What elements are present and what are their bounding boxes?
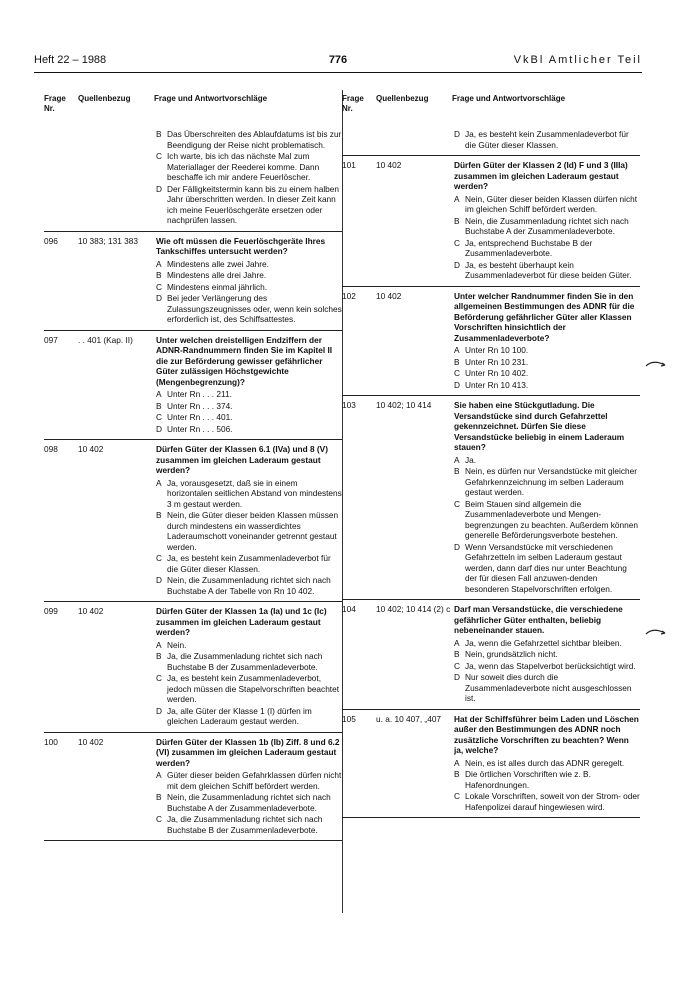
question-text: Dürfen Güter der Klassen 1a (Ia) und 1c (Ic) zusammen im gleichen Laderaum gestaut werden?: [156, 606, 327, 637]
question-body: [156, 606, 342, 728]
header-text: Frage und Antwortvorschläge: [154, 94, 268, 103]
option-letter: D: [156, 575, 162, 585]
answer-option: [156, 673, 342, 705]
question-number: [44, 128, 78, 227]
option-text: Ja, es besteht kein Zusammenladeverbot, jedoch müssen die Stapelvorschriften beachtet werden.: [167, 673, 340, 704]
option-text: Unter Rn . . . 211.: [167, 389, 232, 399]
source-reference: 10 402: [376, 160, 402, 170]
question-number: 102: [342, 290, 356, 301]
question-row: [44, 733, 342, 842]
option-letter: A: [454, 757, 460, 768]
question-number: 103: [342, 400, 356, 410]
question-body: [454, 400, 640, 595]
question-row: [44, 124, 342, 232]
header-quelle: Quellenbezug: [78, 94, 131, 103]
header-frage: Frage Nr.: [44, 94, 66, 113]
option-letter: C: [156, 673, 162, 683]
question-row: [44, 440, 342, 602]
source-reference: [78, 128, 156, 227]
question-text: Darf man Versandstücke, die verschiedene gefährlicher Güter enthalten, beliebig nebeneinander stauen.: [454, 604, 623, 635]
option-text: Nein, die Zusammenladung richtet sich nach Buchstabe A der Tabelle von Rn 10 402.: [167, 575, 331, 596]
header-text: Frage und Antwortvorschläge: [452, 94, 566, 103]
option-text: Ja, entsprechend Buchstabe B der Zusammenladeverbote.: [465, 237, 593, 258]
source-reference: 10 383; 131 383: [78, 235, 138, 246]
option-text: Nein, die Zusammenladung richtet sich nach Buchstabe A der Zusammenladeverbote.: [465, 215, 629, 236]
option-text: Unter Rn . . . 506.: [167, 423, 233, 434]
option-text: Unter Rn . . . 401.: [167, 412, 233, 422]
option-letter: C: [454, 368, 460, 378]
option-text: Nein, die Zusammenladung richtet sich nach Buchstabe A der Zusammenladeverbote.: [167, 792, 331, 813]
question-number: 100: [44, 736, 58, 747]
answer-option: [454, 661, 640, 672]
option-letter: B: [454, 466, 460, 476]
answer-option: [454, 542, 640, 595]
answer-option: [454, 194, 640, 215]
question-text: Dürfen Güter der Klassen 2 (Id) F und 3 (IIIa) zusammen im gleichen Laderaum gestaut werden?: [454, 160, 628, 191]
question-body: [156, 444, 342, 597]
answer-option: [156, 184, 342, 226]
answer-option: [156, 478, 342, 510]
option-letter: D: [156, 183, 162, 194]
option-text: Nein, die Güter dieser beiden Klassen müssen durch mindestens ein wasserdichtes Laderaumschott voneinander getrennt gestaut werden.: [167, 510, 339, 552]
answer-option: [156, 651, 342, 672]
question-row: [44, 232, 342, 331]
source-reference: u. a. 10 407, „407: [376, 713, 442, 724]
answer-option: [156, 575, 342, 596]
option-letter: D: [454, 379, 460, 390]
answer-option: [454, 368, 640, 379]
answer-option: [454, 357, 640, 368]
option-letter: B: [156, 129, 162, 139]
question-number: 101: [342, 160, 356, 170]
option-letter: D: [454, 672, 460, 682]
answer-option: [156, 389, 342, 400]
option-text: Unter Rn 10 100.: [465, 345, 529, 355]
question-row: [342, 396, 640, 600]
question-text: Unter welchen dreistelligen Endziffern der ADNR-Randnummern finden Sie im Kapitel II die zur Beförderung gewisser gefährlicher Güter zulässigen Höchstgewichte (Mengenbegrenzung)?: [156, 334, 333, 387]
answer-option: [156, 270, 342, 281]
question-number: 097: [44, 334, 58, 345]
option-letter: B: [156, 510, 162, 520]
question-number: [342, 128, 376, 151]
answer-option: [454, 260, 640, 281]
question-text: Wie oft müssen die Feuerlöschgeräte Ihres Tankschiffes untersucht werden?: [156, 235, 326, 256]
question-body: [156, 236, 342, 326]
answer-option: [156, 706, 342, 727]
source-reference: 10 402: [78, 444, 104, 454]
option-letter: D: [156, 293, 162, 303]
option-text: Nein.: [167, 639, 187, 650]
option-letter: D: [156, 423, 162, 434]
option-text: Ja.: [465, 454, 477, 465]
answer-option: [156, 424, 342, 435]
answer-option: [156, 510, 342, 552]
option-text: Unter Rn 10 402.: [465, 368, 529, 378]
option-letter: B: [454, 649, 460, 659]
source-reference: [376, 128, 454, 151]
page-header: [34, 54, 642, 72]
option-letter: B: [156, 651, 162, 661]
answer-option: [156, 792, 342, 813]
source-reference: 10 402; 10 414 (2) c: [376, 604, 451, 614]
option-letter: B: [156, 270, 162, 280]
option-letter: D: [156, 705, 162, 716]
right-column: [342, 92, 640, 818]
option-letter: D: [454, 541, 460, 552]
option-text: Lokale Vorschriften, soweit von der Strom- oder Hafenpolizei darauf hingewiesen wird.: [465, 791, 640, 812]
option-letter: A: [156, 477, 162, 488]
question-body: [156, 335, 342, 436]
option-text: Nur soweit dies durch die Zusammenladeverbote nicht ausgeschlossen ist.: [465, 672, 632, 703]
option-text: Bei jeder Verlängerung des Zulassungszeugnisses oder, wenn kein solches erforderlich ist, des Schiffsattestes.: [167, 293, 342, 324]
page-number: 776: [328, 54, 348, 66]
option-letter: D: [454, 259, 460, 270]
option-letter: C: [156, 412, 162, 422]
answer-option: [454, 649, 640, 660]
question-row: [44, 602, 342, 733]
option-text: Ja, wenn das Stapelverbot berücksichtigt wird.: [465, 660, 636, 671]
option-letter: C: [454, 660, 460, 671]
question-text: Dürfen Güter der Klassen 6.1 (IVa) und 8 (V) zusammen im gleichen Laderaum gestaut werden?: [156, 444, 328, 475]
question-row: [342, 124, 640, 156]
answer-option: [454, 129, 640, 150]
question-row: [342, 287, 640, 397]
option-letter: C: [156, 814, 162, 824]
question-body: [454, 291, 640, 392]
option-letter: B: [454, 215, 460, 226]
option-letter: A: [454, 345, 460, 355]
question-number: 096: [44, 235, 58, 246]
option-text: Mindestens alle zwei Jahre.: [167, 258, 269, 269]
source-reference: . . 401 (Kap. II): [78, 334, 133, 345]
answer-option: [454, 238, 640, 259]
option-letter: A: [156, 639, 162, 650]
option-text: Beim Stauen sind allgemein die Zusammenladeverbote und Mengen-begrenzungen zu beachten. Außerdem können generelle Beförderungsverbote bestehen.: [465, 498, 638, 540]
option-text: Ja, alle Güter der Klasse 1 (I) dürfen im gleichen Laderaum gestaut werden.: [167, 705, 312, 726]
table-header: [44, 92, 342, 124]
option-text: Ja, die Zusammenladung richtet sich nach Buchstabe B der Zusammenladeverbote.: [167, 814, 323, 835]
option-letter: C: [156, 281, 162, 292]
option-text: Ja, wenn die Gefahrzettel sichtbar bleiben.: [465, 637, 622, 648]
option-text: Ja, es besteht kein Zusammenladeverbot für die Güter dieser Klassen.: [167, 553, 331, 574]
option-letter: C: [454, 791, 460, 801]
question-body: [156, 737, 342, 837]
margin-mark-icon: [645, 358, 667, 368]
option-text: Nein, es dürfen nur Versandstücke mit gleicher Gefahrkennzeichnung im selben Laderaum gestaut werden.: [465, 466, 638, 497]
question-body: [454, 160, 640, 282]
option-text: Güter dieser beiden Gefahrklassen dürfen nicht mit dem gleichen Schiff befördert werden.: [167, 770, 342, 791]
source-reference: 10 402: [78, 736, 104, 747]
question-row: [342, 710, 640, 819]
question-body: [156, 128, 342, 227]
option-text: Ja, die Zusammenladung richtet sich nach Buchstabe B der Zusammenladeverbote.: [167, 651, 323, 672]
answer-option: [156, 412, 342, 423]
option-letter: A: [454, 637, 460, 648]
option-text: Wenn Versandstücke mit verschiedenen Gefahrzetteln im selben Laderaum gestaut werden, dann darf dies nur unter Beachtung der für diesen Fall anzuwen-denden besonderen Stapelvorschriften erfolgen.: [465, 541, 627, 594]
option-text: Ja, es besteht kein Zusammenladeverbot für die Güter dieser Klassen.: [465, 129, 629, 150]
option-text: Der Fälligkeitstermin kann bis zu einem halben Jahr überschritten werden. In dieser Zeit kann ich meine Feuerlöschgeräte ersetzen oder nachprüfen lassen.: [167, 183, 340, 225]
option-letter: C: [454, 498, 460, 509]
question-text: Hat der Schiffsführer beim Laden und Löschen außer den Bestimmungen des ADNR noch zusätzliche Vorschriften zu beachten? Wenn ja, welche?: [454, 713, 639, 755]
option-text: Mindestens alle drei Jahre.: [167, 270, 267, 280]
option-text: Ich warte, bis ich das nächste Mal zum Materiallager der Reederei komme. Dann beschaffe ich mir andere Feuerlöscher.: [167, 151, 320, 182]
answer-option: [156, 640, 342, 651]
source-reference: 10 402; 10 414: [376, 400, 432, 410]
option-text: Ja, es besteht überhaupt kein Zusammenladeverbot für diese beiden Güter.: [465, 259, 632, 280]
source-reference: 10 402: [78, 606, 104, 616]
option-letter: A: [454, 193, 460, 204]
option-letter: B: [454, 356, 460, 367]
option-letter: B: [156, 400, 162, 411]
issue-label: Heft 22 – 1988: [34, 54, 107, 66]
question-text: Sie haben eine Stückgutladung. Die Versandstücke sind durch Gefahrzettel gekennzeichnet. Dürfen Sie diese Versandstücke beliebig in einem Laderaum stauen?: [454, 400, 625, 452]
answer-option: [454, 216, 640, 237]
question-number: 105: [342, 713, 356, 724]
answer-option: [454, 769, 640, 790]
answer-option: [156, 814, 342, 835]
publication-title: VkBl Amtlicher Teil: [513, 54, 642, 66]
option-text: Nein, es ist alles durch das ADNR geregelt.: [465, 757, 625, 768]
option-letter: A: [156, 389, 162, 399]
question-body: [454, 128, 640, 151]
answer-option: [454, 672, 640, 704]
option-text: Ja, vorausgesetzt, daß sie in einem horizontalen seitlichen Abstand von mindestens 3 m gestaut werden.: [167, 477, 342, 509]
margin-mark-icon: [645, 626, 667, 636]
answer-option: [156, 770, 342, 791]
answer-option: [156, 553, 342, 574]
left-column: [44, 92, 342, 841]
answer-option: [156, 259, 342, 270]
question-number: 099: [44, 606, 58, 616]
option-letter: C: [454, 237, 460, 248]
answer-option: [156, 151, 342, 183]
table-header: [342, 92, 640, 124]
header-quelle: Quellenbezug: [376, 94, 429, 103]
question-text: Dürfen Güter der Klassen 1b (Ib) Ziff. 8 und 6.2 (VI) zusammen im gleichen Laderaum gestaut werden?: [156, 736, 340, 768]
answer-option: [454, 380, 640, 391]
question-number: 104: [342, 604, 356, 614]
option-text: Unter Rn 10 231.: [465, 356, 529, 367]
source-reference: 10 402: [376, 290, 402, 301]
question-row: [44, 331, 342, 441]
question-body: [454, 604, 640, 705]
header-frage: Frage Nr.: [342, 94, 364, 113]
option-letter: B: [454, 769, 460, 779]
option-letter: D: [454, 129, 460, 139]
option-letter: C: [156, 151, 162, 161]
question-row: [342, 156, 640, 287]
question-row: [342, 600, 640, 710]
answer-option: [156, 282, 342, 293]
answer-option: [156, 129, 342, 150]
header-rule: [34, 72, 642, 73]
answer-option: [454, 345, 640, 356]
answer-option: [454, 758, 640, 769]
option-letter: C: [156, 553, 162, 563]
option-letter: A: [454, 454, 460, 465]
option-letter: B: [156, 792, 162, 802]
option-letter: A: [156, 770, 162, 780]
answer-option: [156, 401, 342, 412]
option-text: Das Überschreiten des Ablaufdatums ist bis zur Beendigung der Reise nicht problematisch.: [167, 129, 342, 150]
answer-option: [454, 638, 640, 649]
option-text: Nein, grundsätzlich nicht.: [465, 649, 558, 659]
answer-option: [454, 791, 640, 812]
question-text: Unter welcher Randnummer finden Sie in den allgemeinen Bestimmungen des ADNR für die Beförderung gefährlicher Güter aller Klassen Vorschriften hinsichtlich der Zusammenladeverbote?: [454, 290, 635, 343]
option-text: Mindestens einmal jährlich.: [167, 281, 268, 292]
option-text: Nein, Güter dieser beiden Klassen dürfen nicht im gleichen Schiff befördert werden.: [465, 193, 638, 214]
option-text: Die örtlichen Vorschriften wie z. B. Hafenordnungen.: [465, 769, 591, 790]
answer-option: [454, 466, 640, 498]
option-letter: A: [156, 258, 162, 269]
question-list: [44, 124, 342, 841]
question-list: [342, 124, 640, 818]
question-body: [454, 714, 640, 814]
option-text: Unter Rn . . . 374.: [167, 400, 233, 411]
answer-option: [156, 293, 342, 325]
option-text: Unter Rn 10 413.: [465, 379, 529, 390]
answer-option: [454, 455, 640, 466]
question-number: 098: [44, 444, 58, 454]
answer-option: [454, 499, 640, 541]
